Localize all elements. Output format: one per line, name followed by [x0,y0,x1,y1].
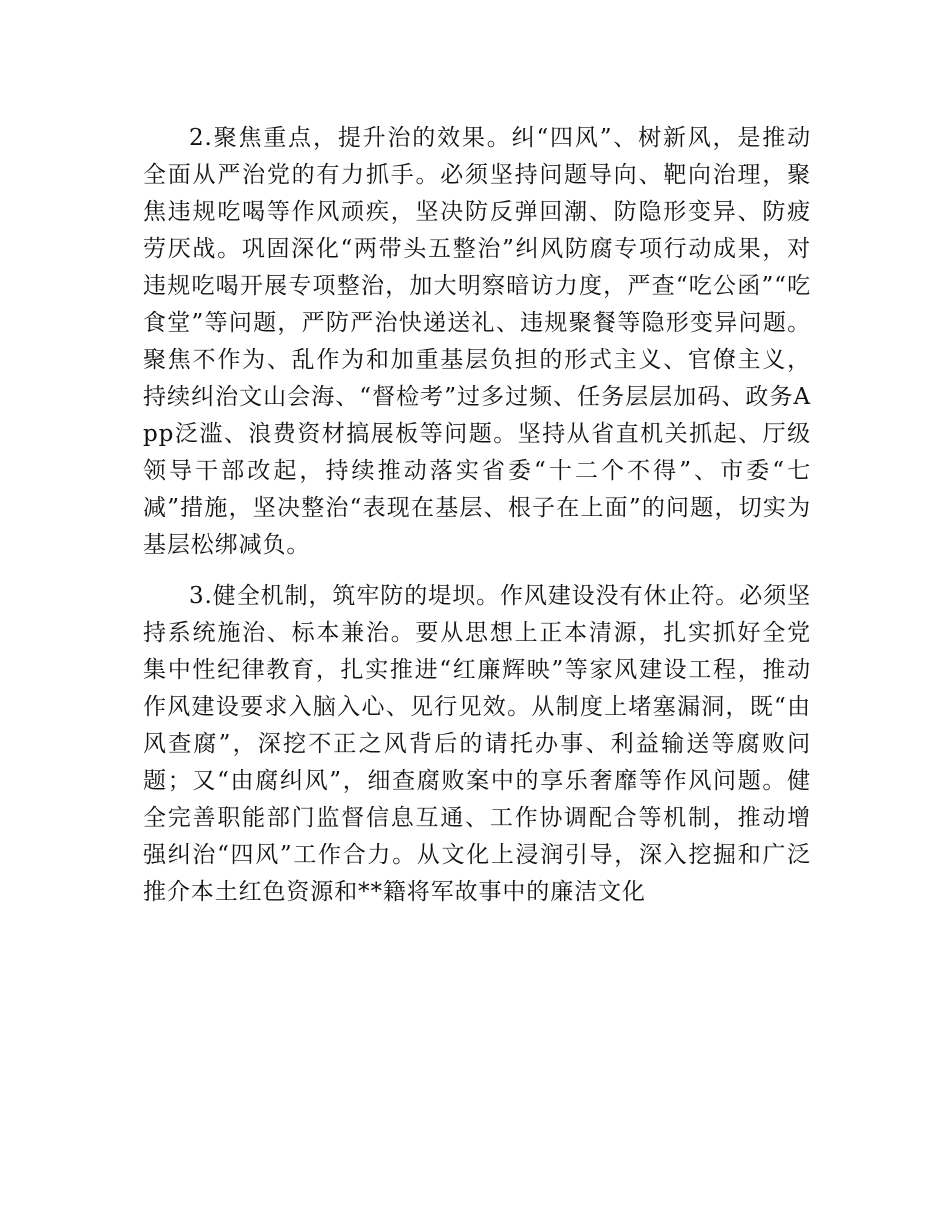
paragraph-focus-key-points: 2.聚焦重点，提升治的效果。纠“四风”、树新风，是推动全面从严治党的有力抓手。必须坚持问题导向、靶向治理，聚焦违规吃喝等作风顽疾，坚决防反弹回潮、防隐形变异、防疲劳厌战。巩固深化“两带头五整治”纠风防腐专项行动成果，对违规吃喝开展专项整治，加大明察暗访力度，严查“吃公函”“吃食堂”等问题，严防严治快递送礼、违规聚餐等隐形变异问题。聚焦不作为、乱作为和加重基层负担的形式主义、官僚主义，持续纠治文山会海、“督检考”过多过频、任务层层加码、政务App泛滥、浪费资材搞展板等问题。坚持从省直机关抓起、厅级领导干部改起，持续推动落实省委“十二个不得”、市委“七减”措施，坚决整治“表现在基层、根子在上面”的问题，切实为基层松绑减负。 [143,125,811,558]
document-body [143,120,811,911]
paragraph-improve-mechanism: 3.健全机制，筑牢防的堤坝。作风建设没有休止符。必须坚持系统施治、标本兼治。要从思想上正本清源，扎实抓好全党集中性纪律教育，扎实推进“红廉辉映”等家风建设工程，推动作风建设要求入脑入心、见行见效。从制度上堵塞漏洞，既“由风查腐”，深挖不正之风背后的请托办事、利益输送等腐败问题；又“由腐纠风”，细查腐败案中的享乐奢靡等作风问题。健全完善职能部门监督信息互通、工作协调配合等机制，推动增强纠治“四风”工作合力。从文化上浸润引导，深入挖掘和广泛推介本土红色资源和**籍将军故事中的廉洁文化 [143,583,811,905]
